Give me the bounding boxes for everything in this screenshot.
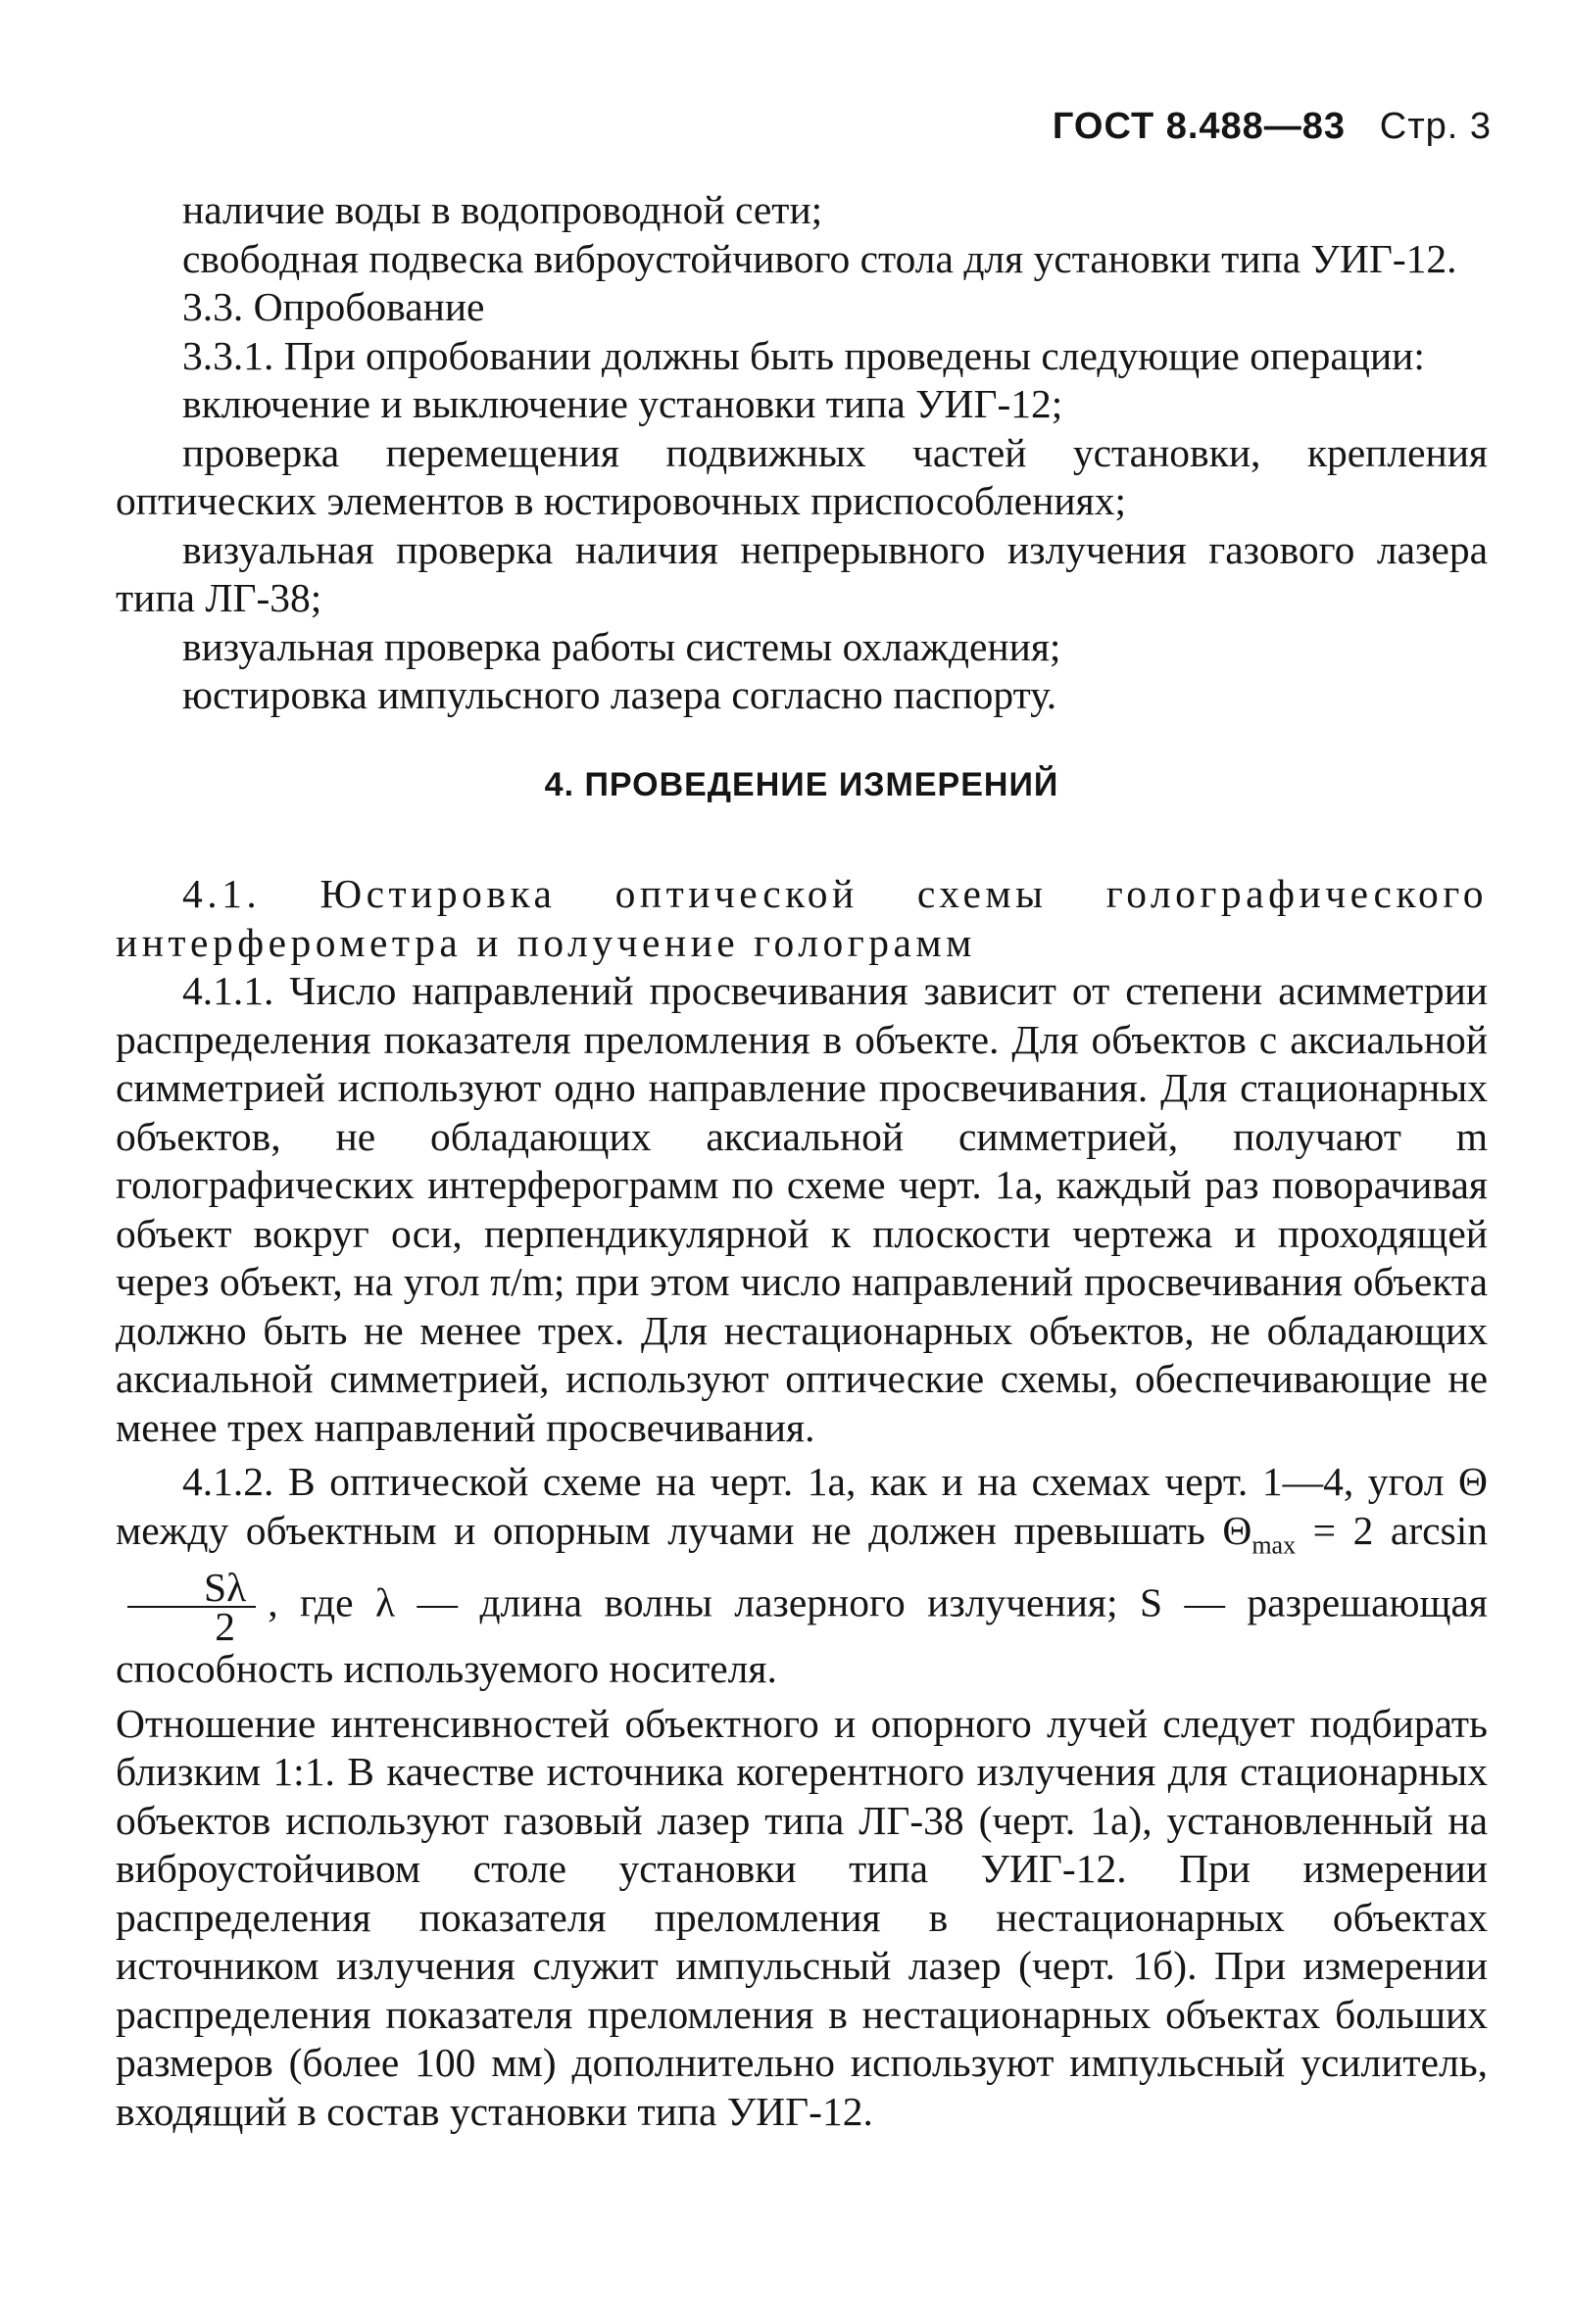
paragraph-text: , где λ — длина волны лазерного излучения; S — разрешающая способность используемого носителя. <box>116 1579 1488 1692</box>
formula-subscript: max <box>1251 1529 1297 1559</box>
paragraph: визуальная проверка работы системы охлаждения; <box>182 623 1061 669</box>
page-header <box>1053 106 1492 148</box>
document-body <box>116 186 1488 2136</box>
paragraph: включение и выключение установки типа УИГ-12; <box>182 381 1063 426</box>
fraction-numerator: Sλ <box>127 1569 256 1608</box>
paragraph: юстировка импульсного лазера согласно паспорту. <box>182 672 1057 717</box>
formula-equals: = 2 arcsin <box>1312 1507 1489 1553</box>
paragraph: визуальная проверка наличия непрерывного излучения газового лазера типа ЛГ-38; <box>116 526 1488 620</box>
subsection-heading <box>116 283 1488 332</box>
standard-number: ГОСТ 8.488—83 <box>1052 106 1347 147</box>
paragraph: Отношение интенсивностей объектного и опорного лучей следует подбирать близким 1:1. В качестве источника когерентного излучения для стационарных объектов используют газовый лазер типа ЛГ-38 (черт. 1а), установленный на виброустойчивом столе установки типа УИГ-12. При измерении распределения показателя преломления в нестационарных объектах источником излучения служит импульсный лазер (черт. 1б). При измерении распределения показателя преломления в нестационарных объектах больших размеров (более 100 мм) дополнительно используют импульсный усилитель, входящий в состав установки типа УИГ-12. <box>116 1700 1488 2134</box>
paragraph: 3.3.1. При опробовании должны быть проведены следующие операции: <box>182 332 1425 378</box>
page-number: Стр. 3 <box>1379 106 1492 147</box>
section-title: 4. ПРОВЕДЕНИЕ ИЗМЕРЕНИЙ <box>544 765 1059 803</box>
paragraph: 4.1.1. Число направлений просвечивания зависит от степени асимметрии распределения показателя преломления в объекте. Для объектов с аксиальной симметрией используют одно направление просвечивания. Для стационарных объектов, не обладающих аксиальной симметрией, получают m голографических интерферограмм по схеме черт. 1а, каждый раз поворачивая объект вокруг оси, перпендикулярной к плоскости чертежа и проходящей через объект, на угол π/m; при этом число направлений просвечивания объекта должно быть не менее трех. Для нестационарных объектов, не обладающих аксиальной симметрией, используют оптические схемы, обеспечивающие не менее трех направлений просвечивания. <box>116 968 1488 1450</box>
paragraph: свободная подвеска виброустойчивого стола для установки типа УИГ-12. <box>182 235 1457 281</box>
paragraph-text: 4.1.2. В оптической схеме на черт. 1а, как и на схемах черт. 1—4, угол Θ между объектным и опорным лучами не должен превышать <box>116 1459 1488 1553</box>
subsection-heading-text: 3.3. Опробование <box>182 284 485 329</box>
paragraph: наличие воды в водопроводной сети; <box>182 187 823 232</box>
paragraph: проверка перемещения подвижных частей установки, крепления оптических элементов в юстировочных приспособлениях; <box>116 429 1488 523</box>
formula-fraction <box>127 1565 256 1650</box>
formula-theta: Θ <box>1222 1507 1252 1553</box>
formula-paragraph <box>116 1458 1488 1694</box>
subsection-heading: 4.1. Юстировка оптической схемы голографического интерферометра и получение голограмм <box>116 871 1488 965</box>
fraction-denominator: 2 <box>215 1604 235 1650</box>
